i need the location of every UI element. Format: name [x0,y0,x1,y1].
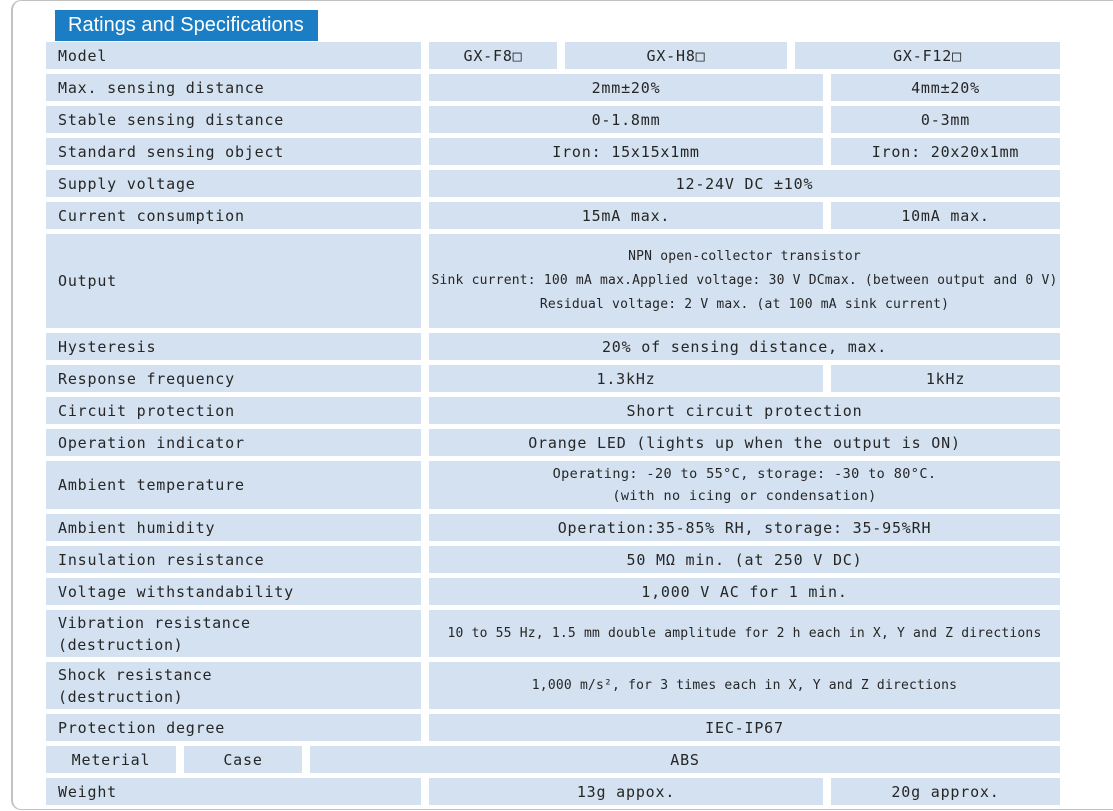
max-sensing-f12-value: 4mm±20% [831,74,1060,101]
insulation-resistance-value: 50 MΩ min. (at 250 V DC) [429,546,1060,573]
operation-indicator-value: Orange LED (lights up when the output is ON) [429,429,1060,456]
vibration-resistance-label-line-2: (destruction) [58,635,184,654]
row-weight [46,778,1060,805]
row-max-sensing-distance [46,74,1060,101]
output-line-2: Sink current: 100 mA max.Applied voltage: 30 V DCmax. (between output and 0 V) [431,273,1058,288]
weight-f12-value: 20g approx. [831,778,1060,805]
ambient-humidity-label: Ambient humidity [46,514,421,541]
ambient-temperature-value [429,461,1060,509]
row-ambient-temperature [46,461,1060,509]
section-title-banner [55,10,318,41]
shock-resistance-label-line-1: Shock resistance [58,665,213,684]
current-consumption-f12-value: 10mA max. [831,202,1060,229]
circuit-protection-label: Circuit protection [46,397,421,424]
stable-sensing-f8h8-value: 0-1.8mm [429,106,823,133]
protection-degree-label: Protection degree [46,714,421,741]
response-frequency-label: Response frequency [46,365,421,392]
supply-voltage-value: 12-24V DC ±10% [429,170,1060,197]
hysteresis-value: 20% of sensing distance, max. [429,333,1060,360]
spec-table [46,42,1060,810]
max-sensing-f8h8-value: 2mm±20% [429,74,823,101]
shock-resistance-value: 1,000 m/s², for 3 times each in X, Y and Z directions [429,662,1060,709]
stable-sensing-f12-value: 0-3mm [831,106,1060,133]
row-operation-indicator [46,429,1060,456]
current-consumption-f8h8-value: 15mA max. [429,202,823,229]
material-label: Meterial [46,746,176,773]
circuit-protection-value: Short circuit protection [429,397,1060,424]
row-hysteresis [46,333,1060,360]
model-gx-f8-header: GX-F8□ [429,42,557,69]
row-current-consumption [46,202,1060,229]
material-case-sublabel: Case [184,746,302,773]
standard-object-f8h8-value: Iron: 15x15x1mm [429,138,823,165]
row-vibration-resistance [46,610,1060,657]
protection-degree-value: IEC-IP67 [429,714,1060,741]
weight-label: Weight [46,778,421,805]
standard-object-label: Standard sensing object [46,138,421,165]
vibration-resistance-label-line-1: Vibration resistance [58,613,251,632]
ambient-humidity-value: Operation:35-85% RH, storage: 35-95%RH [429,514,1060,541]
shock-resistance-label [46,662,421,709]
row-output [46,234,1060,328]
output-value [429,234,1060,328]
response-frequency-f12-value: 1kHz [831,365,1060,392]
weight-f8h8-value: 13g appox. [429,778,823,805]
row-response-frequency [46,365,1060,392]
material-value: ABS [310,746,1060,773]
max-sensing-label: Max. sensing distance [46,74,421,101]
row-material [46,746,1060,773]
row-protection-degree [46,714,1060,741]
insulation-resistance-label: Insulation resistance [46,546,421,573]
section-title: Ratings and Specifications [68,14,304,36]
row-voltage-withstandability [46,578,1060,605]
output-line-1: NPN open-collector transistor [628,249,861,264]
model-label: Model [46,42,421,69]
ambient-temperature-label: Ambient temperature [46,461,421,509]
row-circuit-protection [46,397,1060,424]
stable-sensing-label: Stable sensing distance [46,106,421,133]
standard-object-f12-value: Iron: 20x20x1mm [831,138,1060,165]
hysteresis-label: Hysteresis [46,333,421,360]
row-standard-sensing-object [46,138,1060,165]
model-gx-f12-header: GX-F12□ [795,42,1060,69]
operation-indicator-label: Operation indicator [46,429,421,456]
row-stable-sensing-distance [46,106,1060,133]
voltage-withstandability-label: Voltage withstandability [46,578,421,605]
output-label: Output [46,234,421,328]
vibration-resistance-label [46,610,421,657]
ambient-temperature-line-2: (with no icing or condensation) [612,488,877,504]
vibration-resistance-value: 10 to 55 Hz, 1.5 mm double amplitude for 2 h each in X, Y and Z directions [429,610,1060,657]
supply-voltage-label: Supply voltage [46,170,421,197]
row-supply-voltage [46,170,1060,197]
model-gx-h8-header: GX-H8□ [565,42,787,69]
row-insulation-resistance [46,546,1060,573]
current-consumption-label: Current consumption [46,202,421,229]
row-ambient-humidity [46,514,1060,541]
response-frequency-f8h8-value: 1.3kHz [429,365,823,392]
output-line-3: Residual voltage: 2 V max. (at 100 mA sink current) [539,297,950,312]
row-shock-resistance [46,662,1060,709]
shock-resistance-label-line-2: (destruction) [58,687,184,706]
ambient-temperature-line-1: Operating: -20 to 55°C, storage: -30 to 80°C. [552,466,937,482]
voltage-withstandability-value: 1,000 V AC for 1 min. [429,578,1060,605]
row-model [46,42,1060,69]
